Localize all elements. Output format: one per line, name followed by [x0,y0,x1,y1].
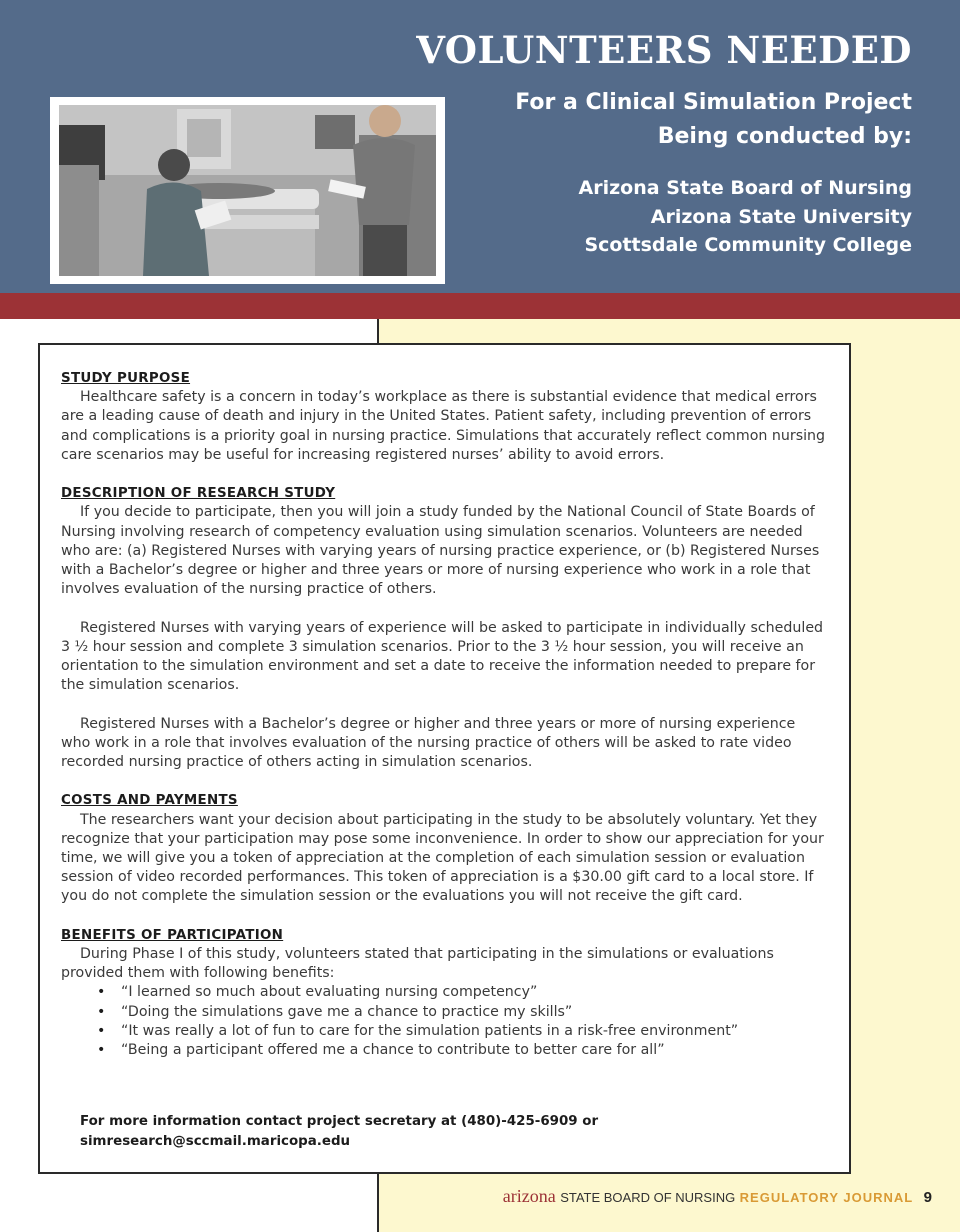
costs-heading: COSTS AND PAYMENTS [61,793,238,809]
benefit-quote: • “It was really a lot of fun to care for the simulation patients in a risk-free environment” [97,1022,829,1041]
organization-asu: Arizona State University [650,205,912,228]
simulation-room-illustration [59,105,436,276]
page-title: VOLUNTEERS NEEDED [416,28,912,72]
footer-board-name: STATE BOARD OF NURSING [560,1190,736,1205]
organization-asbn: Arizona State Board of Nursing [578,177,912,199]
benefit-quote: • “Being a participant offered me a chance to contribute to better care for all” [97,1041,829,1060]
benefits-heading: BENEFITS OF PARTICIPATION [61,927,284,943]
contact-email: simresearch@sccmail.maricopa.edu [80,1133,351,1149]
benefits-text: During Phase I of this study, volunteers stated that participating in the simulations or evaluations provided them with following benefits: [61,946,774,982]
subtitle-line-2: Being conducted by: [657,124,912,149]
research-description-heading: DESCRIPTION OF RESEARCH STUDY [61,486,336,502]
costs-text: The researchers want your decision about participating in the study to be absolutely voluntary. Yet they recognize that your participation may pose some inconvenience. In order to show our appreciation for your time, we will give you a token of appreciation at the completion of each simulation session or evaluation session of video recorded performances. This token of appreciation is a $30.00 gift card to a local store. If you do not complete the simulation session or the evaluations you will not receive the gift card. [61,811,824,905]
organization-list [579,174,912,260]
benefit-quote: • “I learned so much about evaluating nursing competency” [97,983,829,1002]
organization-scc: Scottsdale Community College [584,234,912,256]
red-band [0,293,960,319]
research-description-paragraph-2: Registered Nurses with varying years of experience will be asked to participate in individually scheduled 3 ½ hour session and complete 3 simulation scenarios. Prior to the 3 ½ hour session, you will receive an orientation to the simulation environment and set a date to receive the information needed to prepare for the simulation scenarios. [61,619,824,694]
contact-info [80,1112,598,1151]
footer-brand: arizona [502,1186,556,1206]
simulation-photo [59,105,436,276]
footer-journal-name: REGULATORY JOURNAL [739,1190,914,1205]
simulation-photo-frame [50,97,445,284]
divider-line-top [377,319,379,344]
research-description-paragraph-3: Registered Nurses with a Bachelor’s degree or higher and three years or more of nursing experience who work in a role that involves evaluation of the nursing practice of others will be asked to rate video recorded nursing practice of others acting in simulation scenarios. [61,715,796,771]
study-purpose-heading: STUDY PURPOSE [61,371,191,386]
research-description-paragraph-1: If you decide to participate, then you will join a study funded by the National Council of State Boards of Nursing involving research of competency evaluation using simulation scenarios. Volunteers are needed who are: (a) Registered Nurses with varying years of nursing practice experience, or (b) Registered Nurses with a Bachelor’s degree or higher and three years or more of nursing experience who work in a role that involves evaluation of the nursing practice of others. [61,504,820,598]
journal-footer [503,1186,932,1207]
page-number: 9 [923,1189,932,1206]
contact-phone-line: For more information contact project secretary at (480)-425-6909 or [80,1114,599,1129]
header-subtitle [515,86,912,154]
study-purpose-text: Healthcare safety is a concern in today’s workplace as there is substantial evidence that medical errors are a leading cause of death and injury in the United States. Patient safety, including prevention of errors and complications is a priority goal in nursing practice. Simulations that accurately reflect common nursing care scenarios may be useful for increasing registered nurses’ ability to avoid errors. [61,389,826,463]
benefit-quote: • “Doing the simulations gave me a chance to practice my skills” [97,1003,829,1022]
benefit-quotes-list [61,983,829,1060]
subtitle-line-1: For a Clinical Simulation Project [515,90,912,115]
divider-line-bottom [377,1174,379,1232]
study-info-panel [38,343,851,1174]
